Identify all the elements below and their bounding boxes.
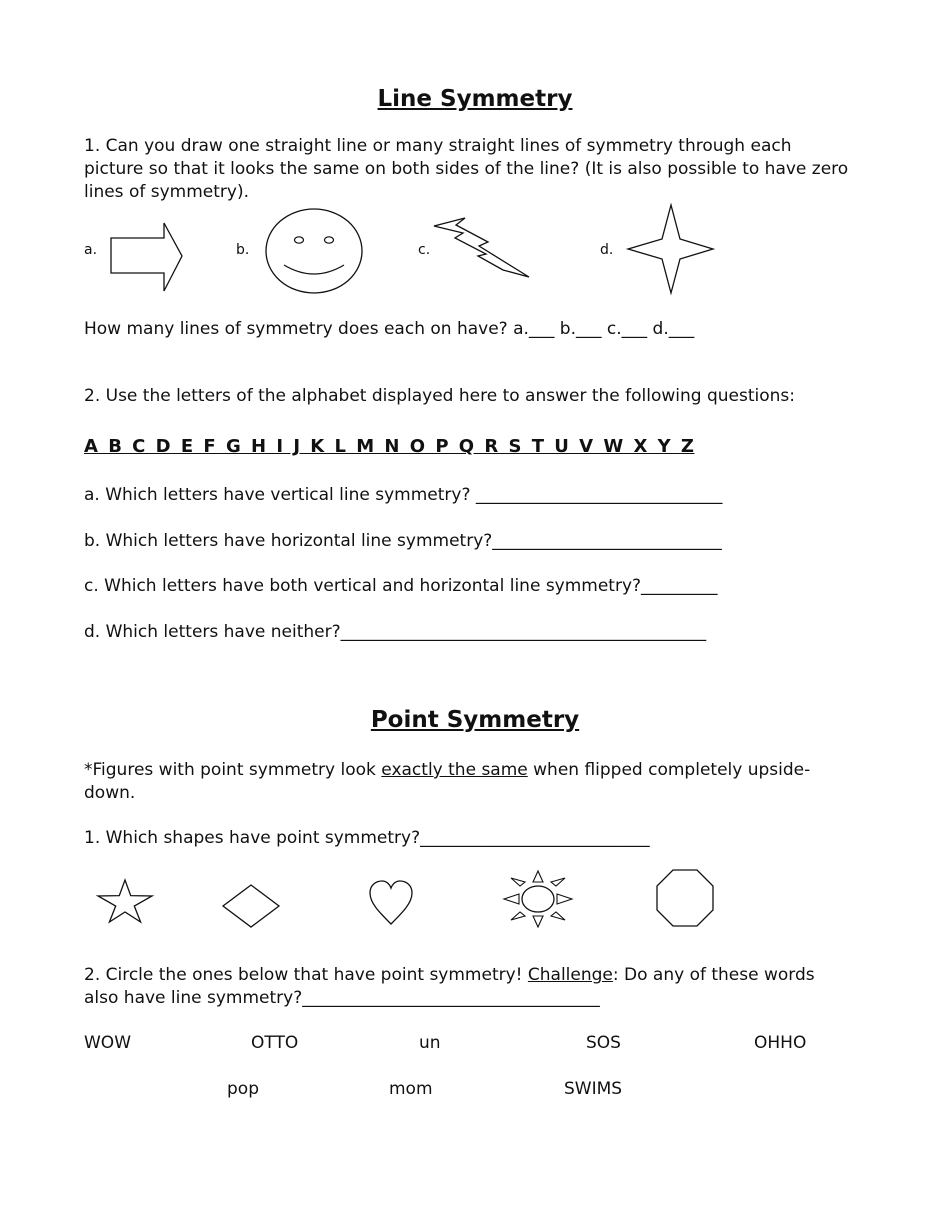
- sun-icon: [500, 868, 576, 930]
- lines-count-question: How many lines of symmetry does each on have? a.___ b.___ c.___ d.___: [84, 319, 695, 339]
- four-point-star-icon: [625, 203, 717, 297]
- figure-label-a: a.: [84, 242, 98, 258]
- point-q1-text: 1. Which shapes have point symmetry?___________________________: [84, 828, 650, 848]
- word-item: pop: [227, 1079, 259, 1099]
- question-b: b. Which letters have horizontal line symmetry?___________________________: [84, 531, 722, 551]
- word-item: mom: [389, 1079, 433, 1099]
- word-item: WOW: [84, 1033, 131, 1053]
- figure-label-c: c.: [418, 242, 431, 258]
- diamond-icon: [220, 882, 284, 930]
- question-d: d. Which letters have neither?___________________________________________: [84, 622, 707, 642]
- arrow-icon: [105, 218, 190, 298]
- heart-icon: [366, 878, 416, 928]
- figure-label-d: d.: [600, 242, 614, 258]
- point-note-prefix: *Figures with point symmetry look: [84, 760, 382, 780]
- point-note-emphasis: exactly the same: [381, 760, 528, 780]
- word-item: SOS: [586, 1033, 621, 1053]
- point-q2-prefix: 2. Circle the ones below that have point symmetry!: [84, 965, 528, 985]
- line-q1-text: 1. Can you draw one straight line or many straight lines of symmetry through each picture so that it looks the same on both sides of the line? (It is also possible to have zero lines of symmetry).: [84, 136, 849, 202]
- word-item: OTTO: [251, 1033, 299, 1053]
- smiley-face-icon: [262, 205, 367, 297]
- question-a: a. Which letters have vertical line symmetry? _____________________________: [84, 485, 723, 505]
- point-note: [84, 759, 859, 805]
- question-c: c. Which letters have both vertical and horizontal line symmetry?_________: [84, 576, 718, 596]
- point-q2-suffix: : Do any of these words also have line symmetry?___________________________________: [84, 965, 815, 1008]
- word-item: SWIMS: [564, 1079, 623, 1099]
- star-icon: [96, 878, 156, 926]
- challenge-label: Challenge: [527, 965, 613, 985]
- point-note-suffix: when flipped completely upside-down.: [84, 760, 811, 803]
- line-symmetry-title: Line Symmetry: [377, 86, 573, 112]
- word-item: un: [419, 1033, 441, 1053]
- lightning-bolt-icon: [428, 212, 538, 284]
- point-q2-text: [84, 964, 844, 1010]
- point-symmetry-title: Point Symmetry: [370, 707, 580, 733]
- line-q2-text: 2. Use the letters of the alphabet displayed here to answer the following questions:: [84, 386, 796, 406]
- octagon-icon: [653, 867, 717, 931]
- figure-label-b: b.: [236, 242, 250, 258]
- alphabet-row: A B C D E F G H I J K L M N O P Q R S T U V W X Y Z: [84, 436, 695, 457]
- word-item: OHHO: [754, 1033, 807, 1053]
